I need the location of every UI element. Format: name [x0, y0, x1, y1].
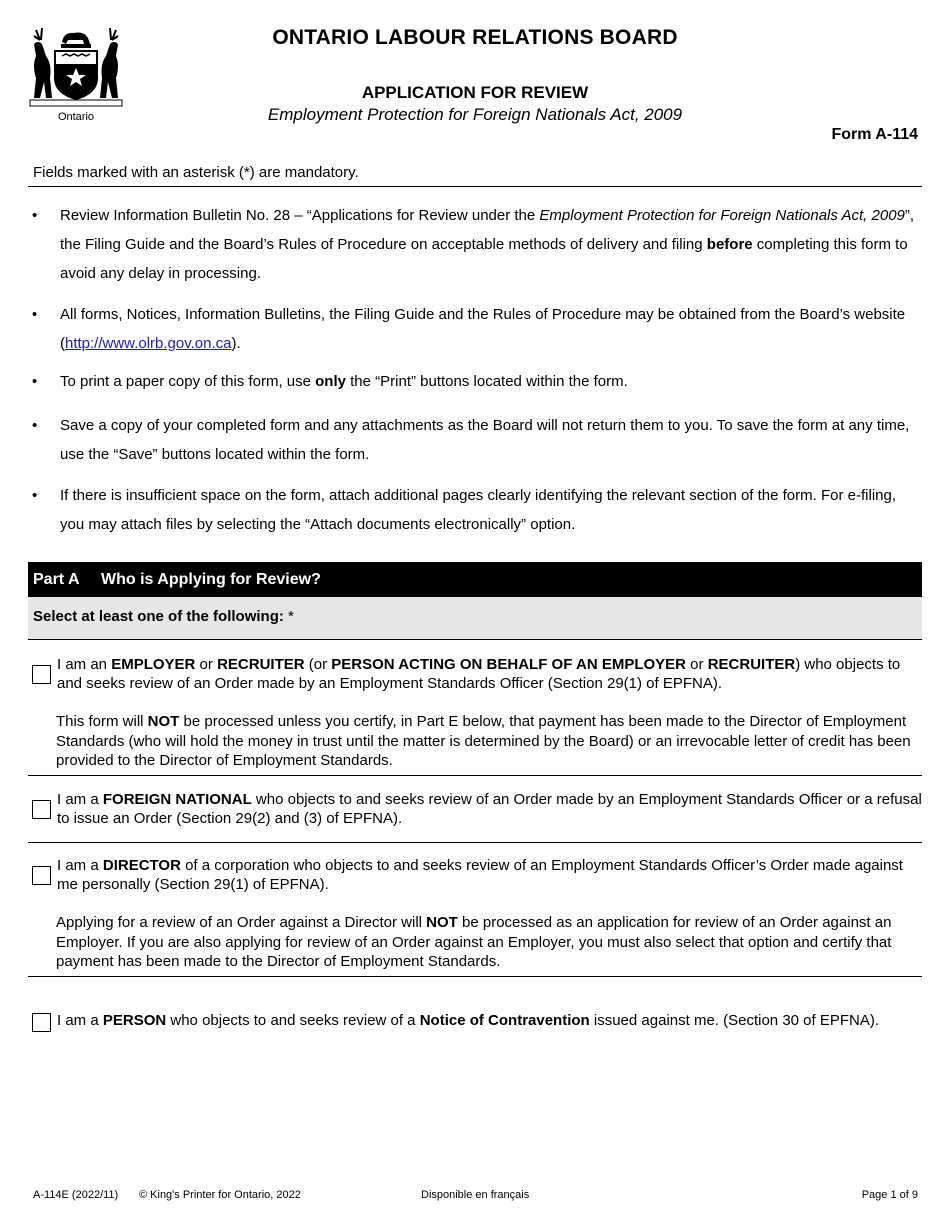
employer-payment-note: This form will NOT be processed unless you certify, in Part E below, that payment has been made to the Director of Employment Standards (who will hold the money in trust until the matter is determined by the Board) or an irrevocable letter of credit has been provided to the Director of Employment Standards.	[56, 713, 911, 769]
foreign-national-checkbox[interactable]	[32, 800, 51, 819]
instruction-attachments: • If there is insufficient space on the form, attach additional pages clearly identifying the relevant section of the form. For e-filing, you may attach files by selecting the “Attach documents electronically” option.	[30, 481, 920, 539]
option-employer	[31, 655, 923, 693]
director-checkbox[interactable]	[32, 866, 51, 885]
instruction-print: • To print a paper copy of this form, use only the “Print” buttons located within the form.	[30, 370, 920, 393]
director-note: Applying for a review of an Order against a Director will NOT be processed as an application for review of an Order against an Employer. If you are also applying for review of an Order against an Employer, you must also select that option and certify that payment has been made to the Director of Employment Standards.	[56, 914, 892, 970]
option-foreign-national	[31, 790, 923, 828]
part-a-header: Part A Who is Applying for Review?	[28, 562, 922, 597]
foreign-national-option-label: I am a FOREIGN NATIONAL who objects to and seeks review of an Order made by an Employment Standards Officer or a refusal to issue an Order (Section 29(2) and (3) of EPFNA).	[57, 791, 922, 827]
olrb-website-link[interactable]: http://www.olrb.gov.on.ca	[65, 335, 232, 352]
mandatory-fields-note: Fields marked with an asterisk (*) are mandatory.	[33, 164, 359, 181]
person-checkbox[interactable]	[32, 1013, 51, 1032]
select-instruction: Select at least one of the following: *	[28, 597, 922, 640]
employer-checkbox[interactable]	[32, 665, 51, 684]
form-number: Form A-114	[831, 126, 918, 143]
footer-copyright: © King's Printer for Ontario, 2022	[139, 1189, 301, 1201]
footer-form-code: A-114E (2022/11)	[33, 1189, 119, 1201]
employer-option-label: I am an EMPLOYER or RECRUITER (or PERSON ACTING ON BEHALF OF AN EMPLOYER or RECRUITER) who objects to and seeks review of an Order made by an Employment Standards Officer (Section 29(1) of EPFNA).	[57, 656, 901, 692]
instruction-bulletin: • Review Information Bulletin No. 28 – “Applications for Review under the Employment Protection for Foreign Nationals Act, 2009”, the Filing Guide and the Board’s Rules of Procedure on acceptable methods of delivery and filing before completing this form to avoid any delay in processing.	[30, 201, 920, 288]
divider	[28, 842, 922, 843]
divider	[28, 775, 922, 776]
person-option-label: I am a PERSON who objects to and seeks review of a Notice of Contravention issued against me. (Section 30 of EPFNA).	[57, 1012, 880, 1029]
director-option-label: I am a DIRECTOR of a corporation who objects to and seeks review of an Employment Standards Officer’s Order made against me personally (Section 29(1) of EPFNA).	[57, 857, 903, 893]
header-divider	[28, 186, 922, 187]
act-title: Employment Protection for Foreign Nationals Act, 2009	[267, 105, 683, 124]
instruction-save: • Save a copy of your completed form and any attachments as the Board will not return them to you. To save the form at any time, use the “Save” buttons located within the form.	[30, 411, 920, 469]
application-title: APPLICATION FOR REVIEW	[361, 83, 589, 102]
instructions-list	[30, 201, 920, 551]
option-director	[31, 856, 923, 894]
divider	[28, 976, 922, 977]
option-person	[31, 1011, 923, 1030]
instruction-website: • All forms, Notices, Information Bulletins, the Filing Guide and the Rules of Procedure may be obtained from the Board’s website (http://www.olrb.gov.on.ca).	[30, 300, 920, 358]
organization-title: ONTARIO LABOUR RELATIONS BOARD	[272, 26, 678, 49]
footer-french-availability: Disponible en français	[421, 1189, 530, 1201]
footer-page-number: Page 1 of 9	[861, 1189, 918, 1201]
logo-caption: Ontario	[57, 111, 95, 123]
